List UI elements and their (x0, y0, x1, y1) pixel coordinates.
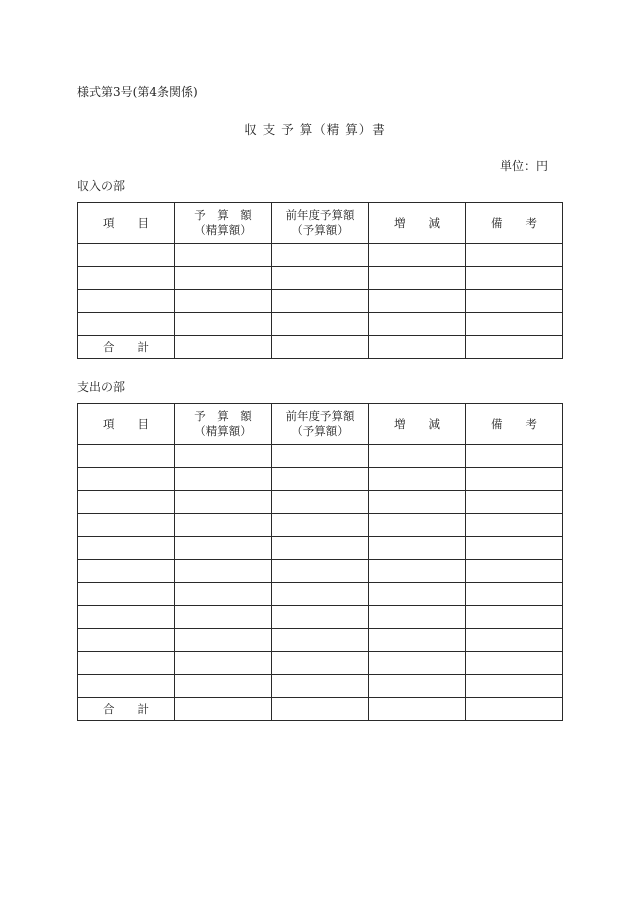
income-column-header (369, 203, 466, 244)
total-cell (175, 698, 272, 721)
table-cell (369, 267, 466, 290)
table-cell (175, 267, 272, 290)
expenditure-table-row (78, 514, 563, 537)
income-column-header (175, 203, 272, 244)
column-header-text: 備 考 (491, 215, 537, 230)
column-header-text: 項 目 (103, 416, 149, 431)
expenditure-table-row (78, 583, 563, 606)
expenditure-total-row (78, 698, 563, 721)
table-cell (78, 445, 175, 468)
column-header-text: 前年度予算額 (285, 409, 355, 423)
table-cell (175, 514, 272, 537)
expenditure-column-header (78, 404, 175, 445)
column-header-text: （予算額） (291, 223, 349, 237)
table-cell (175, 537, 272, 560)
column-header-text: 項 目 (103, 215, 149, 230)
table-cell (78, 244, 175, 267)
table-cell (369, 652, 466, 675)
table-cell (78, 606, 175, 629)
table-cell (466, 244, 563, 267)
total-label: 合 計 (78, 698, 175, 721)
column-header-text: 前年度予算額 (285, 208, 355, 222)
total-cell (369, 336, 466, 359)
table-cell (175, 675, 272, 698)
total-cell (466, 698, 563, 721)
expenditure-column-header (272, 404, 369, 445)
table-cell (369, 445, 466, 468)
table-cell (272, 629, 369, 652)
total-cell (175, 336, 272, 359)
table-cell (369, 468, 466, 491)
table-cell (175, 606, 272, 629)
income-section-label: 収入の部 (77, 179, 126, 193)
income-table-row (78, 313, 563, 336)
expenditure-table-row (78, 468, 563, 491)
expenditure-table-row (78, 629, 563, 652)
table-cell (272, 537, 369, 560)
expenditure-table (77, 403, 563, 721)
total-cell (272, 698, 369, 721)
table-cell (466, 675, 563, 698)
table-cell (272, 652, 369, 675)
column-header-text: 予 算 額 (194, 409, 252, 423)
table-cell (272, 675, 369, 698)
income-table (77, 202, 563, 359)
table-cell (466, 445, 563, 468)
table-cell (272, 491, 369, 514)
expenditure-header-row (78, 404, 563, 445)
table-cell (175, 244, 272, 267)
table-cell (78, 583, 175, 606)
table-cell (175, 445, 272, 468)
table-cell (466, 491, 563, 514)
expenditure-table-row (78, 491, 563, 514)
table-cell (175, 583, 272, 606)
income-column-header (466, 203, 563, 244)
expenditure-table-row (78, 652, 563, 675)
column-header-text: （精算額） (194, 223, 252, 237)
table-cell (175, 652, 272, 675)
income-table-row (78, 290, 563, 313)
table-cell (466, 652, 563, 675)
income-total-row (78, 336, 563, 359)
table-cell (78, 267, 175, 290)
table-cell (466, 560, 563, 583)
table-cell (369, 560, 466, 583)
table-cell (175, 468, 272, 491)
table-cell (272, 445, 369, 468)
table-cell (78, 514, 175, 537)
table-cell (466, 606, 563, 629)
table-cell (272, 313, 369, 336)
table-cell (466, 514, 563, 537)
table-cell (466, 583, 563, 606)
total-cell (369, 698, 466, 721)
table-cell (272, 290, 369, 313)
total-cell (272, 336, 369, 359)
income-header-row (78, 203, 563, 244)
expenditure-table-row (78, 560, 563, 583)
table-cell (78, 290, 175, 313)
table-cell (272, 468, 369, 491)
table-cell (369, 491, 466, 514)
table-cell (175, 290, 272, 313)
table-cell (78, 468, 175, 491)
form-number: 様式第3号(第4条関係) (77, 85, 198, 99)
table-cell (175, 629, 272, 652)
table-cell (272, 606, 369, 629)
table-cell (369, 514, 466, 537)
table-cell (175, 491, 272, 514)
table-cell (272, 267, 369, 290)
income-column-header (78, 203, 175, 244)
table-cell (78, 675, 175, 698)
table-cell (369, 675, 466, 698)
table-cell (272, 560, 369, 583)
table-cell (369, 244, 466, 267)
column-header-text: 予 算 額 (194, 208, 252, 222)
total-cell (466, 336, 563, 359)
table-cell (78, 491, 175, 514)
expenditure-column-header (175, 404, 272, 445)
expenditure-table-row (78, 606, 563, 629)
column-header-text: 備 考 (491, 416, 537, 431)
table-cell (369, 537, 466, 560)
total-label: 合 計 (78, 336, 175, 359)
table-cell (369, 313, 466, 336)
table-cell (272, 514, 369, 537)
expenditure-table-row (78, 675, 563, 698)
unit-label: 単位：円 (499, 159, 548, 173)
table-cell (466, 267, 563, 290)
income-column-header (272, 203, 369, 244)
expenditure-section-label: 支出の部 (77, 380, 126, 394)
table-cell (272, 244, 369, 267)
table-cell (466, 290, 563, 313)
table-cell (369, 583, 466, 606)
table-cell (369, 629, 466, 652)
income-table-row (78, 244, 563, 267)
column-header-text: 増 減 (394, 215, 440, 230)
table-cell (466, 537, 563, 560)
expenditure-column-header (466, 404, 563, 445)
table-cell (78, 537, 175, 560)
table-cell (466, 629, 563, 652)
table-cell (272, 583, 369, 606)
table-cell (175, 560, 272, 583)
expenditure-column-header (369, 404, 466, 445)
expenditure-table-row (78, 445, 563, 468)
column-header-text: （予算額） (291, 424, 349, 438)
table-cell (466, 313, 563, 336)
column-header-text: 増 減 (394, 416, 440, 431)
table-cell (78, 652, 175, 675)
table-cell (175, 313, 272, 336)
table-cell (369, 290, 466, 313)
income-table-row (78, 267, 563, 290)
table-cell (78, 629, 175, 652)
table-cell (78, 313, 175, 336)
column-header-text: （精算額） (194, 424, 252, 438)
expenditure-table-row (78, 537, 563, 560)
table-cell (78, 560, 175, 583)
table-cell (369, 606, 466, 629)
table-cell (466, 468, 563, 491)
document-title: 収 支 予 算（精 算）書 (244, 122, 386, 137)
